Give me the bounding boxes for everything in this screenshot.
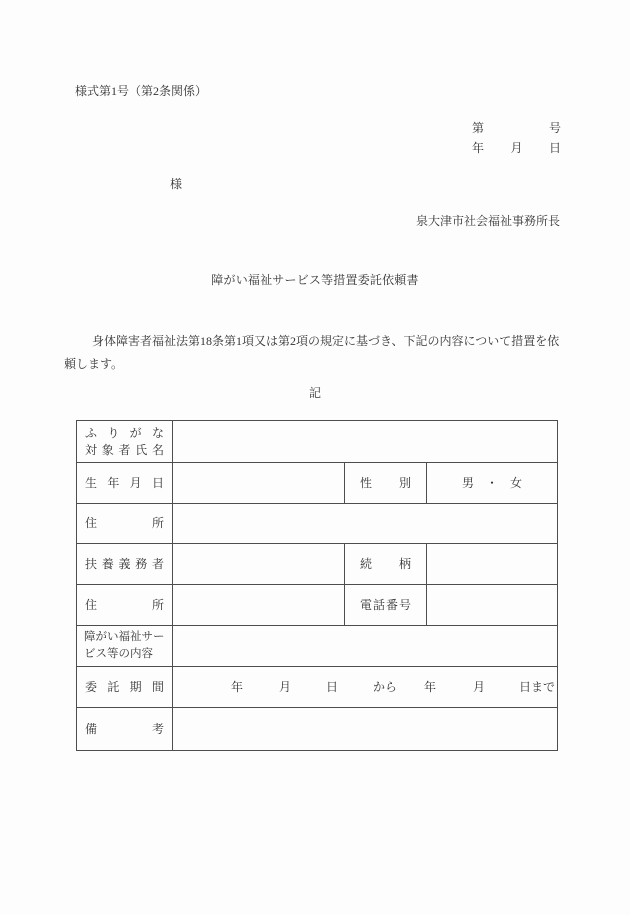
table-row-address xyxy=(77,504,558,544)
service-label-line1: 障がい福祉サー xyxy=(84,631,165,643)
body-line-1: 身体障害者福祉法第18条第1項又は第2項の規定に基づき、下記の内容について措置を依 xyxy=(92,334,560,348)
birth-date-label-cell xyxy=(77,463,173,504)
date-line xyxy=(472,141,561,155)
dependent-value-cell xyxy=(173,544,345,585)
table-row-dependent xyxy=(77,544,558,585)
body-line-2: 頼します。 xyxy=(64,357,124,372)
relationship-value-cell xyxy=(427,544,558,585)
address2-value-cell xyxy=(173,585,345,626)
birth-date-value-cell xyxy=(173,463,345,504)
address-value-cell xyxy=(173,504,558,544)
address2-label: 住 所 xyxy=(85,597,164,612)
address2-label-cell xyxy=(77,585,173,626)
period-month2: 月 xyxy=(473,679,486,694)
sender-title: 泉大津市社会福祉事務所長 xyxy=(415,214,560,228)
subject-name-label: 対 象 者 氏 名 xyxy=(85,442,164,457)
furigana-name-label-cell xyxy=(77,421,173,463)
sex-label: 性 別 xyxy=(360,475,411,490)
remarks-value-cell xyxy=(173,708,558,751)
sex-value-cell xyxy=(427,463,558,504)
table-row-address2-phone xyxy=(77,585,558,626)
dependent-label: 扶 養 義 務 者 xyxy=(85,556,164,571)
sex-options: 男 ・ 女 xyxy=(461,475,523,490)
date-year-label: 年 xyxy=(472,141,485,155)
address-label-cell xyxy=(77,504,173,544)
period-day1: 日 xyxy=(326,679,339,694)
table-row-service xyxy=(77,626,558,667)
remarks-label: 備 考 xyxy=(85,721,164,736)
period-year2: 年 xyxy=(424,679,437,694)
period-from: から xyxy=(373,679,398,694)
form-number: 様式第1号（第2条関係） xyxy=(75,84,208,98)
request-form-table xyxy=(76,420,558,751)
relationship-label-cell xyxy=(345,544,427,585)
phone-label-cell xyxy=(345,585,427,626)
period-month1: 月 xyxy=(279,679,292,694)
date-month-label: 月 xyxy=(510,141,523,155)
phone-value-cell xyxy=(427,585,558,626)
table-row-birthdate-sex xyxy=(77,463,558,504)
date-day-label: 日 xyxy=(548,141,561,155)
doc-number-suffix: 号 xyxy=(548,121,561,135)
relationship-label: 続 柄 xyxy=(360,556,411,571)
remarks-label-cell xyxy=(77,708,173,751)
recipient-honorific: 様 xyxy=(170,177,183,191)
birth-date-label: 生 年 月 日 xyxy=(85,475,164,490)
document-number-line xyxy=(472,121,561,135)
body-paragraph xyxy=(64,334,561,372)
table-row-remarks xyxy=(77,708,558,751)
phone-label: 電 話 番 号 xyxy=(360,597,411,612)
period-year1: 年 xyxy=(231,679,244,694)
dependent-label-cell xyxy=(77,544,173,585)
period-label-cell xyxy=(77,667,173,708)
sex-label-cell xyxy=(345,463,427,504)
period-value-cell xyxy=(173,667,558,708)
table-row-period xyxy=(77,667,558,708)
service-value-cell xyxy=(173,626,558,667)
address-label: 住 所 xyxy=(85,516,164,531)
doc-number-prefix: 第 xyxy=(472,121,485,135)
service-label-line2: ビス等の内容 xyxy=(84,648,153,660)
furigana-label: ふ り が な xyxy=(85,425,164,440)
period-day2-until: 日まで xyxy=(519,679,556,694)
period-label: 委 託 期 間 xyxy=(85,679,164,694)
subject-name-value-cell xyxy=(173,421,558,463)
service-label-cell xyxy=(77,626,173,667)
table-row-name xyxy=(77,421,558,463)
document-title: 障がい福祉サービス等措置委託依頼書 xyxy=(211,273,419,287)
list-marker-ki: 記 xyxy=(308,386,321,400)
